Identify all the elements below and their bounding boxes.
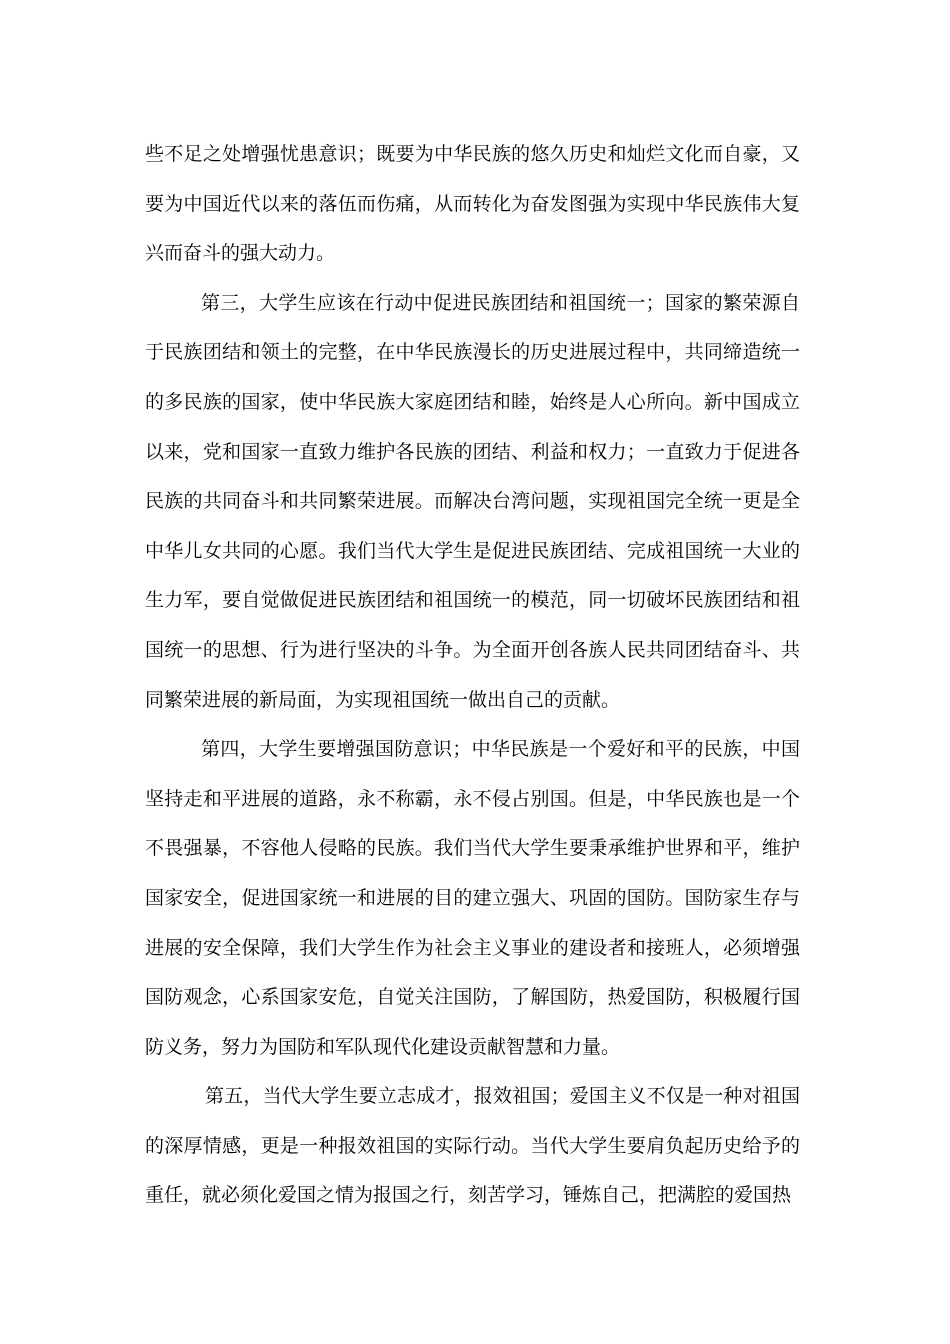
paragraph-third-point: 第三，大学生应该在行动中促进民族团结和祖国统一；国家的繁荣源自于民族团结和领土的完整，在中华民族漫长的历史进展过程中，共同缔造统一的多民族的国家，使中华民族大家庭团结和睦，始终是人心所向。新中国成立以来，党和国家一直致力维护各民族的团结、利益和权力；一直致力于促进各民族的共同奋斗和共同繁荣进展。而解决台湾问题，实现祖国完全统一更是全中华儿女共同的心愿。我们当代大学生是促进民族团结、完成祖国统一大业的生力军，要自觉做促进民族团结和祖国统一的模范，同一切破坏民族团结和祖国统一的思想、行为进行坚决的斗争。为全面开创各族人民共同团结奋斗、共同繁荣进展的新局面，为实现祖国统一做出自己的贡献。 xyxy=(145,291,800,711)
body-text xyxy=(145,130,800,1221)
paragraph-continuation: 些不足之处增强忧患意识；既要为中华民族的悠久历史和灿烂文化而自豪，又要为中国近代以来的落伍而伤痛，从而转化为奋发图强为实现中华民族伟大复兴而奋斗的强大动力。 xyxy=(145,143,800,265)
paragraph-fourth-point: 第四，大学生要增强国防意识；中华民族是一个爱好和平的民族，中国坚持走和平进展的道路，永不称霸，永不侵占别国。但是，中华民族也是一个不畏强暴，不容他人侵略的民族。我们当代大学生要秉承维护世界和平，维护国家安全，促进国家统一和进展的目的建立强大、巩固的国防。国防家生存与进展的安全保障，我们大学生作为社会主义事业的建设者和接班人，必须增强国防观念，心系国家安危，自觉关注国防，了解国防，热爱国防，积极履行国防义务，努力为国防和军队现代化建设贡献智慧和力量。 xyxy=(145,738,800,1058)
paragraph-fifth-point: 第五，当代大学生要立志成才，报效祖国；爱国主义不仅是一种对祖国的深厚情感，更是一种报效祖国的实际行动。当代大学生要肩负起历史给予的重任，就必须化爱国之情为报国之行，刻苦学习，锤炼自己，把满腔的爱国热 xyxy=(145,1085,800,1207)
